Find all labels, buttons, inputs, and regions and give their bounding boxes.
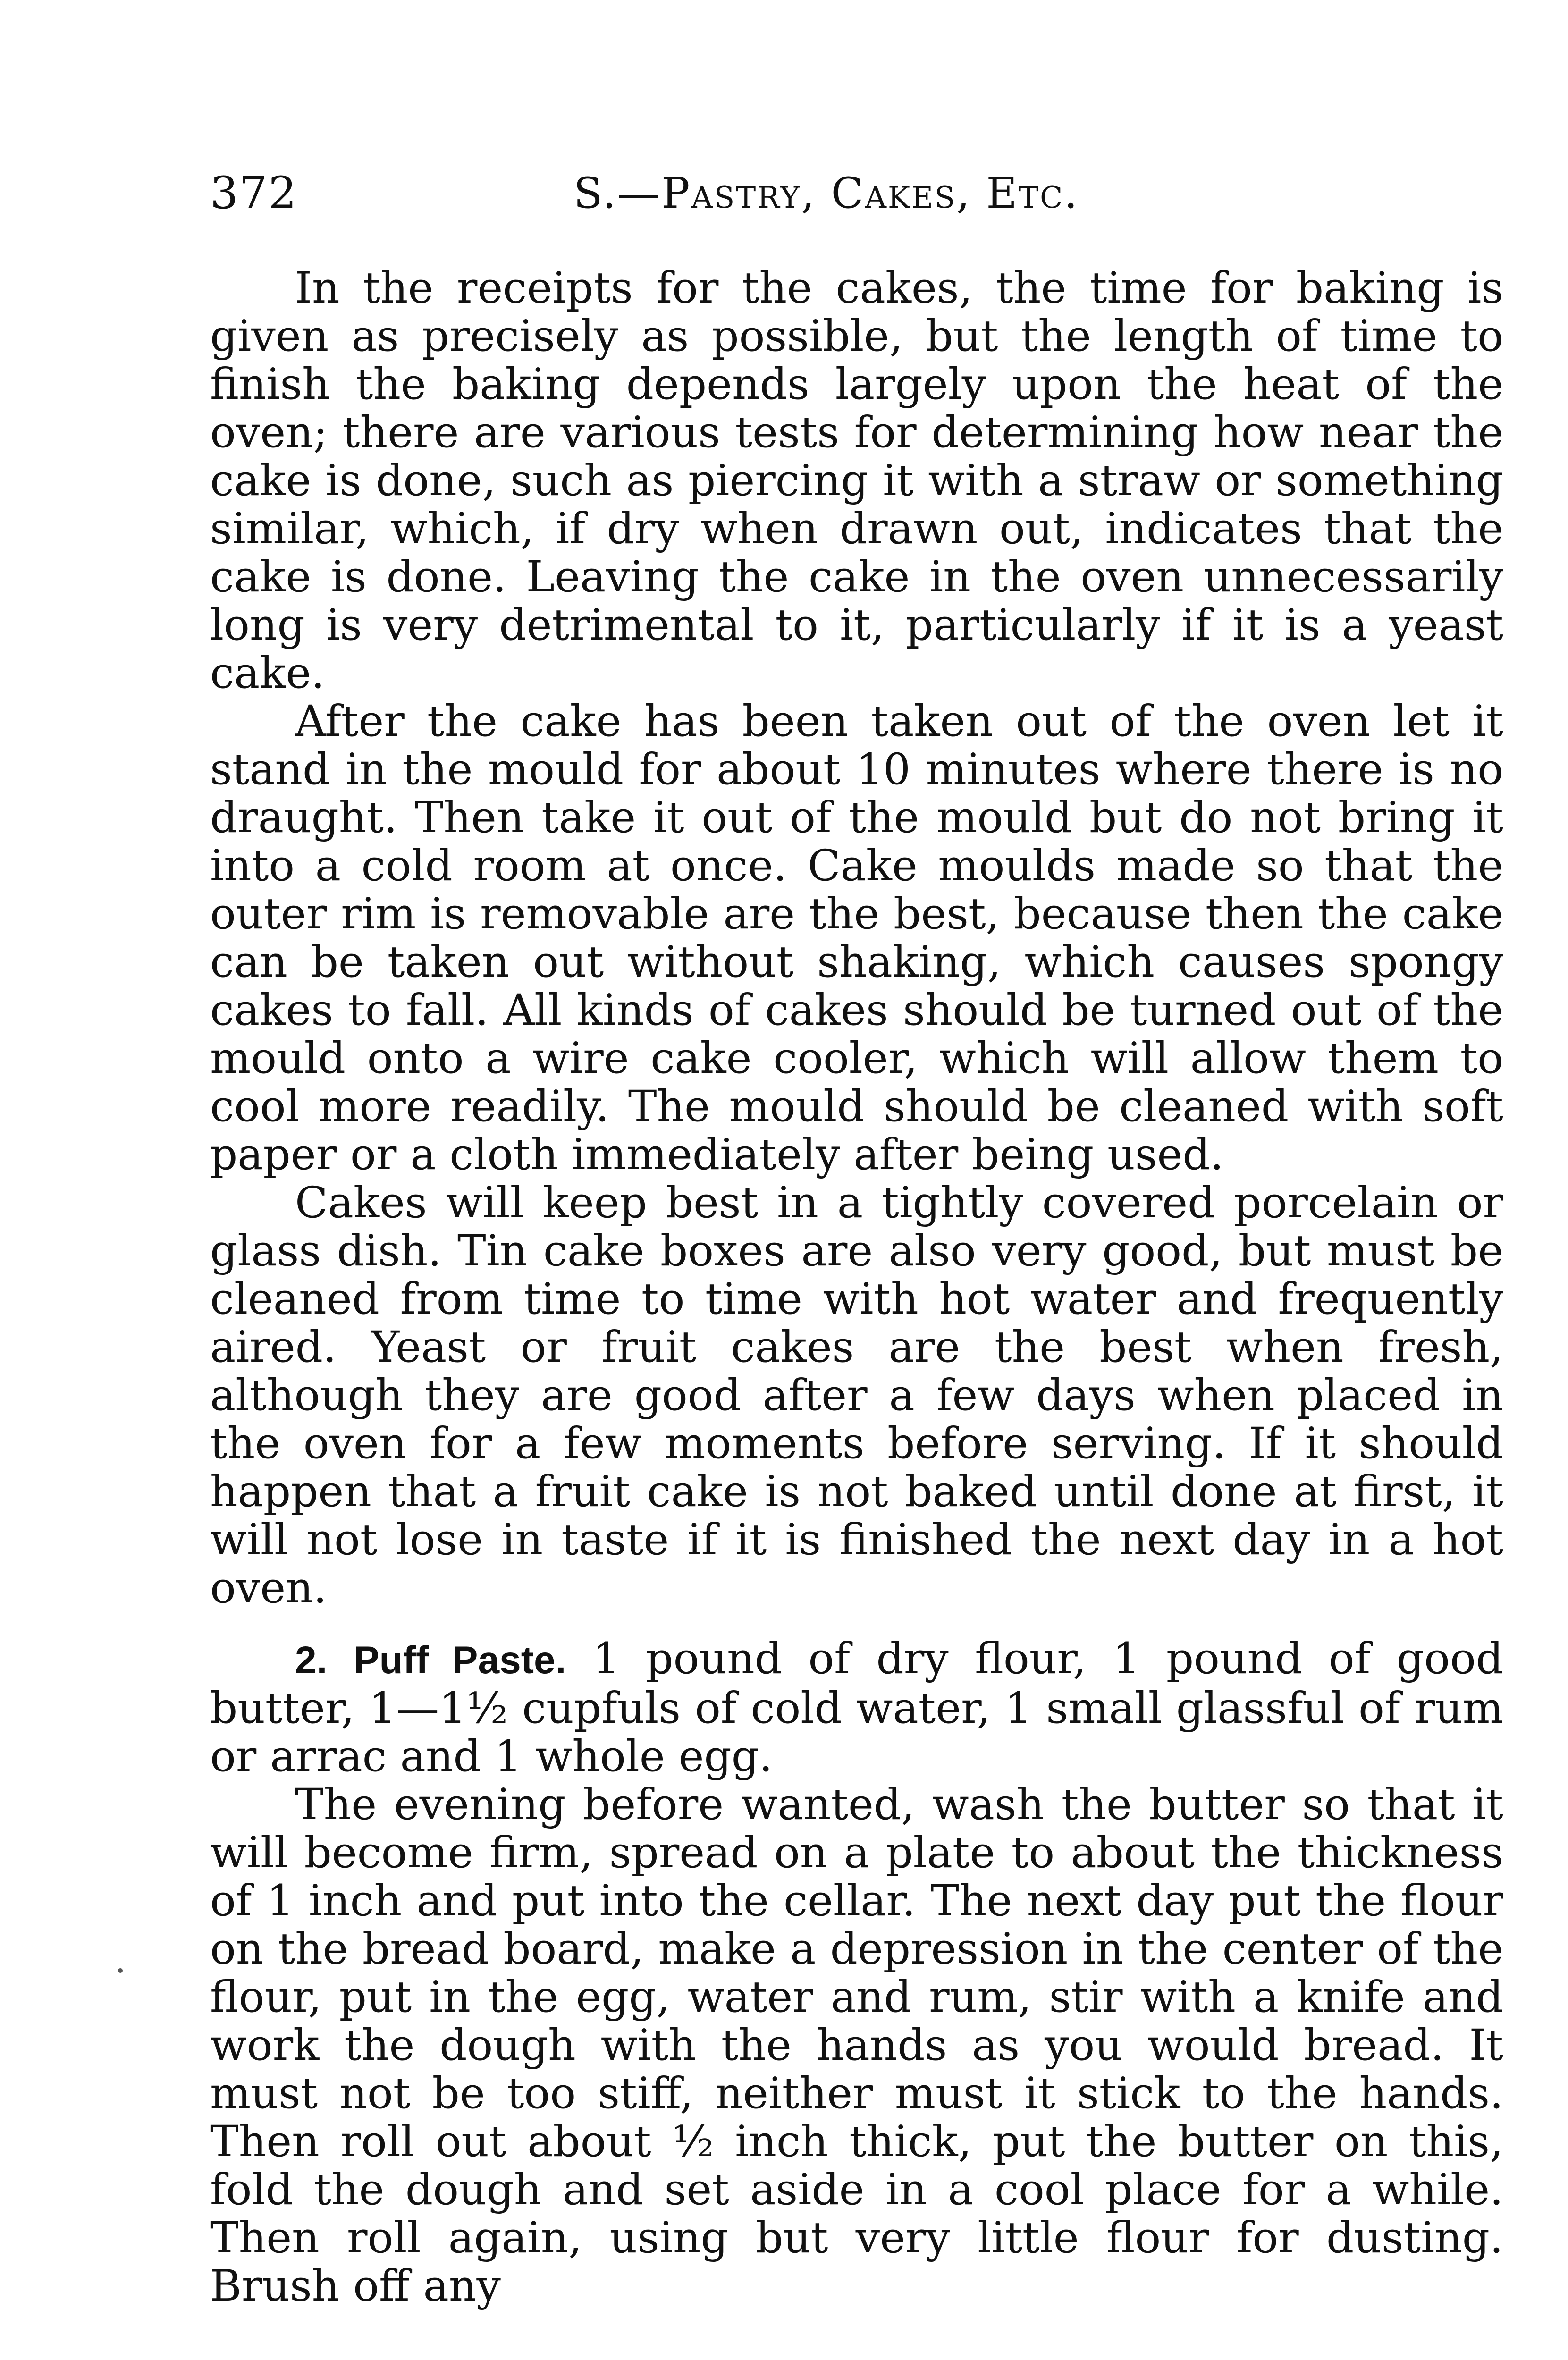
body-text (210, 264, 1503, 2360)
paragraph-baking-time: In the receipts for the cakes, the time for baking is given as precisely as possible, but the length of time to finish the baking depends largely upon the heat of the oven; there are various tests for determining how near the cake is done, such as piercing it with a straw or something similar, which, if dry when drawn out, indicates that the cake is done. Leaving the cake in the oven unnecessarily long is very detrimental to it, particularly if it is a yeast cake. (210, 263, 1503, 698)
paragraph-cooling: After the cake has been taken out of the oven let it stand in the mould for about 10 minutes where there is no draught. Then take it out of the mould but do not bring it into a cold room at once. Cake moulds made so that the outer rim is removable are the best, because then the cake can be taken out without shaking, which causes spongy cakes to fall. All kinds of cakes should be turned out of the mould onto a wire cake cooler, which will allow them to cool more readily. The mould should be cleaned with soft paper or a cloth immediately after being used. (210, 697, 1503, 1180)
margin-speck (118, 1968, 123, 1973)
recipe-method: The evening before wanted, wash the butter so that it will become firm, spread on a plate to about the thickness of 1 inch and put into the cellar. The next day put the flour on the bread board, make a depression in the center of the flour, put in the egg, water and rum, stir with a knife and work the dough with the hands as you would bread. It must not be too stiff, neither must it stick to the hands. Then roll out about ½ inch thick, put the butter on this, fold the dough and set aside in a cool place for a while. Then roll again, using but very little flour for dusting. Brush off any (210, 1780, 1503, 2311)
page-number: 372 (210, 168, 298, 219)
running-head: S.—Pastry, Cakes, Etc. (573, 169, 1079, 218)
recipe-ingredients: 1 pound of dry flour, 1 pound of good butter, 1—1½ cupfuls of cold water, 1 small glassful of rum or arrac and 1 whole egg. (210, 1634, 1503, 1781)
recipe-number: 2. (295, 1639, 328, 1682)
recipe-title: Puff Paste. (353, 1639, 566, 1682)
recipe-puff-paste (210, 1635, 1503, 1781)
paragraph-storage: Cakes will keep best in a tightly covered porcelain or glass dish. Tin cake boxes are also very good, but must be cleaned from time to time with hot water and frequently aired. Yeast or fruit cakes are the best when fresh, although they are good after a few days when placed in the oven for a few moments before serving. If it should happen that a fruit cake is not baked until done at first, it will not lose in taste if it is finished the next day in a hot oven. (210, 1178, 1503, 1613)
page-header (210, 163, 1484, 224)
